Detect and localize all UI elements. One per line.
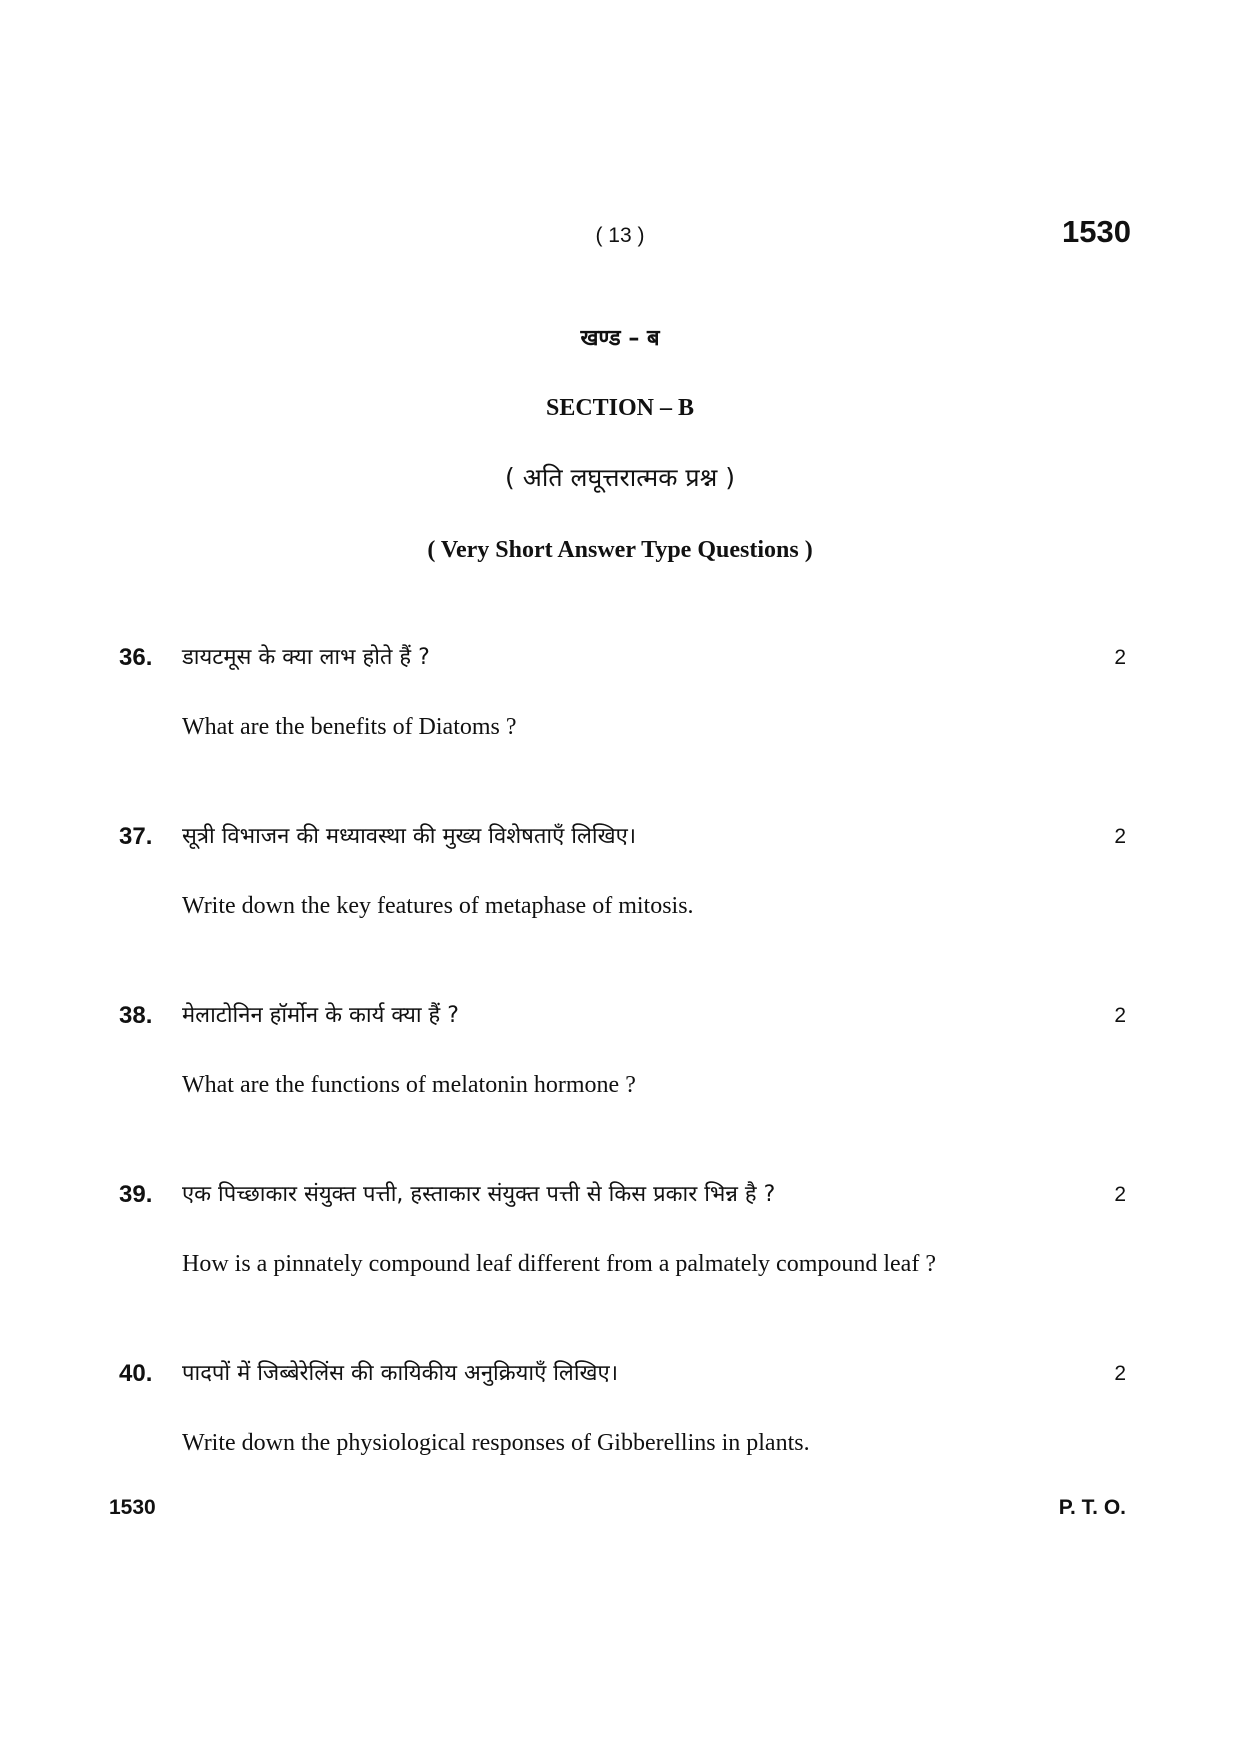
question-marks: 2 — [1114, 1004, 1126, 1027]
question-number: 36. — [119, 644, 153, 671]
question-38 — [0, 1001, 1240, 1121]
question-type-hindi: ( अति लघूत्तरात्मक प्रश्न ) — [505, 463, 735, 492]
section-title-english: SECTION – B — [545, 395, 695, 421]
question-40 — [0, 1359, 1240, 1479]
section-title-hindi: खण्ड – ब — [580, 326, 660, 351]
question-number: 38. — [119, 1002, 153, 1029]
paper-code-header: 1530 — [1062, 214, 1131, 249]
question-text-hindi: मेलाटोनिन हॉर्मोन के कार्य क्या हैं ? — [182, 1003, 459, 1028]
question-text-english: How is a pinnately compound leaf different from a palmately compound leaf ? — [182, 1251, 936, 1277]
question-text-english: What are the functions of melatonin hormone ? — [182, 1072, 636, 1098]
question-text-english: What are the benefits of Diatoms ? — [182, 714, 517, 740]
question-text-hindi: एक पिच्छाकार संयुक्त पत्ती, हस्ताकार संयुक्त पत्ती से किस प्रकार भिन्न है ? — [182, 1182, 776, 1207]
question-marks: 2 — [1114, 825, 1126, 848]
page-number: ( 13 ) — [595, 224, 645, 247]
question-text-hindi: डायटमूस के क्या लाभ होते हैं ? — [182, 645, 430, 670]
question-text-hindi: सूत्री विभाजन की मध्यावस्था की मुख्य विशेषताएँ लिखिए। — [182, 824, 637, 849]
question-37 — [0, 822, 1240, 942]
question-type-english: ( Very Short Answer Type Questions ) — [427, 537, 813, 563]
question-number: 40. — [119, 1360, 153, 1387]
question-text-english: Write down the physiological responses of Gibberellins in plants. — [182, 1430, 810, 1456]
question-marks: 2 — [1114, 646, 1126, 669]
question-text-english: Write down the key features of metaphase of mitosis. — [182, 893, 694, 919]
question-39 — [0, 1180, 1240, 1300]
question-text-hindi: पादपों में जिब्बेरेलिंस की कायिकीय अनुक्रियाएँ लिखिए। — [182, 1361, 619, 1386]
question-36 — [0, 643, 1240, 763]
question-marks: 2 — [1114, 1183, 1126, 1206]
question-number: 37. — [119, 823, 153, 850]
please-turn-over: P. T. O. — [1058, 1496, 1126, 1519]
question-number: 39. — [119, 1181, 153, 1208]
paper-code-footer: 1530 — [109, 1496, 156, 1519]
question-marks: 2 — [1114, 1362, 1126, 1385]
